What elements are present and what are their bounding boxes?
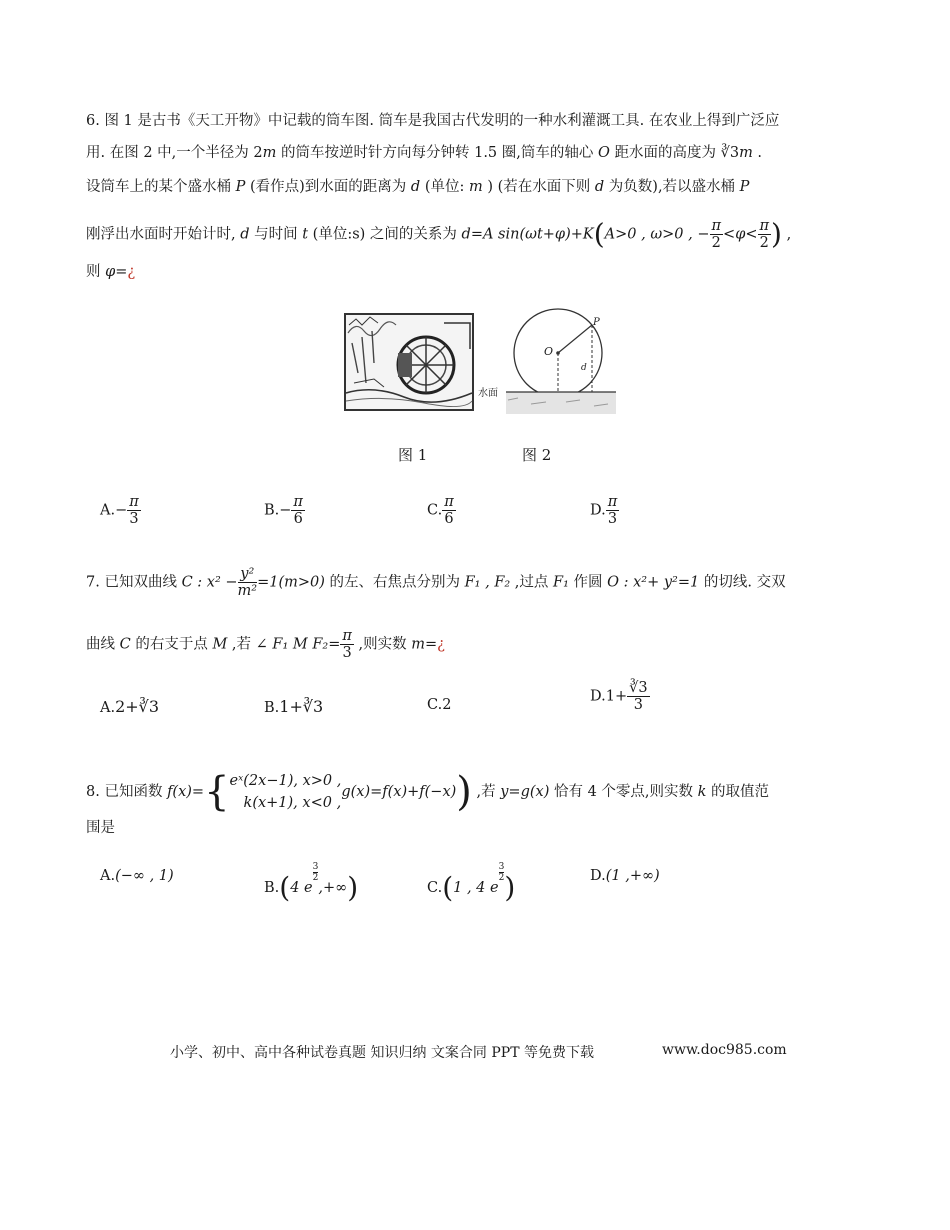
math: 1 , 4 e (453, 880, 499, 896)
fraction-y2-over-m2 (238, 566, 258, 599)
option-value: 1+ (605, 688, 628, 705)
right-paren: ) (456, 769, 472, 815)
q7-option-b[interactable] (264, 697, 323, 716)
math: =1(m>0) (257, 574, 325, 591)
text: 则 (86, 264, 106, 280)
text: 用. 在图 2 中,一个半径为 (86, 145, 254, 161)
text: 曲线 (86, 636, 120, 653)
fraction-cbrt3-over-3 (627, 680, 649, 713)
q8-line-2: 围是 (86, 820, 115, 836)
label-d: d (581, 363, 587, 373)
q7-option-c[interactable] (427, 697, 451, 713)
numerator: π (342, 628, 352, 644)
option-value: 2 (442, 697, 452, 713)
q6-line-4 (86, 218, 791, 251)
option-label: D. (590, 502, 606, 519)
denominator: m² (237, 583, 258, 599)
option-value: 2+∛3 (115, 697, 160, 716)
text: 作圆 (568, 574, 608, 591)
water-surface-label: 水面 (478, 388, 498, 399)
math: t (302, 226, 309, 243)
q7-line-2 (86, 628, 445, 661)
option-label: C. (427, 502, 443, 519)
option-label: A. (100, 868, 116, 884)
numerator: π (759, 218, 770, 234)
denominator: 2 (312, 873, 319, 883)
sign: − (279, 502, 292, 519)
math: P (739, 179, 750, 195)
option-label: C. (427, 880, 443, 896)
text: ,若 (471, 784, 501, 800)
math: M (212, 636, 228, 653)
q7-line-1 (86, 566, 786, 599)
numerator: y² (238, 566, 258, 583)
math: O (597, 145, 610, 161)
option-label: D. (590, 868, 606, 884)
q7-option-d[interactable] (590, 680, 650, 713)
case-1: eˣ(2x−1), x>0 , (229, 773, 342, 789)
text: 恰有 4 个零点,则实数 (549, 784, 698, 800)
denominator: 3 (633, 697, 643, 713)
q6-option-b[interactable] (264, 494, 305, 527)
text: 与时间 (249, 226, 303, 243)
text: 的切线. 交双 (699, 574, 786, 591)
math: P (235, 179, 246, 195)
math: y=g(x) (500, 784, 550, 800)
fraction (606, 494, 620, 527)
left-paren: ( (442, 871, 454, 904)
option-label: C. (427, 697, 443, 713)
math-formula: d=A sin(ωt+φ)+K (461, 226, 594, 243)
option-label: B. (264, 700, 280, 716)
label-P: P (593, 317, 600, 328)
figure-1-waterwheel-image (344, 313, 474, 411)
numerator: π (607, 494, 618, 510)
q6-line-1: 6. 图 1 是古书《天工开物》中记载的筒车图. 筒车是我国古代发明的一种水利灌溉工具. 在农业上得到广泛应 (86, 113, 780, 129)
denominator: 2 (759, 235, 769, 251)
numerator: π (711, 218, 722, 234)
text: 7. 已知双曲线 (86, 574, 182, 591)
right-paren: ) (347, 871, 359, 904)
left-paren: ( (593, 217, 605, 251)
fraction (442, 494, 456, 527)
math: m (262, 145, 277, 161)
q8-option-b[interactable] (264, 862, 359, 904)
text: 8. 已知函数 (86, 784, 168, 800)
text: , (781, 226, 792, 243)
denominator: 3 (607, 511, 618, 527)
math: F₁ (553, 574, 569, 591)
text: ,若 (227, 636, 256, 653)
text: (单位: (420, 179, 469, 195)
answer-placeholder: ¿ (127, 264, 136, 280)
option-value: (−∞ , 1) (115, 868, 174, 884)
q8-option-c[interactable] (427, 862, 516, 904)
denominator: 3 (342, 645, 352, 661)
math: φ= (105, 264, 128, 280)
figure-2-caption: 图 2 (522, 446, 552, 464)
text: 的筒车按逆时针方向每分钟转 1.5 圈,筒车的轴心 (276, 145, 598, 161)
option-label: B. (264, 880, 280, 896)
math: f(x)= (167, 784, 205, 800)
case-2: k(x+1), x<0 , (243, 795, 342, 811)
figure-2-circle-diagram (476, 308, 616, 416)
q7-option-a[interactable] (100, 697, 159, 716)
numerator: ∛3 (629, 680, 648, 696)
label-O: O (544, 345, 554, 358)
left-paren: ( (279, 871, 291, 904)
q6-option-d[interactable] (590, 494, 619, 527)
math: 2 (253, 145, 263, 161)
text: ,则实数 (353, 636, 412, 653)
q6-option-a[interactable] (100, 494, 141, 527)
option-label: A. (100, 700, 116, 716)
math: <φ< (723, 226, 758, 243)
right-paren: ) (504, 871, 516, 904)
fraction-pi-over-2 (710, 218, 724, 251)
text: 为负数),若以盛水桶 (604, 179, 740, 195)
text: 距水面的高度为 (609, 145, 721, 161)
math: d (410, 179, 421, 195)
q6-line-2 (86, 143, 762, 163)
right-paren: ) (771, 217, 782, 251)
math: m (468, 179, 483, 195)
numerator: π (444, 494, 454, 510)
denominator: 6 (293, 511, 303, 527)
option-value: (1 ,+∞) (605, 868, 660, 884)
q8-line-1 (86, 770, 769, 814)
math-cbrt: ∛3 (720, 145, 740, 161)
numerator: 3 (312, 862, 319, 872)
footer-ad-text: 小学、初中、高中各种试卷真题 知识归纳 文案合同 PPT 等免费下载 (170, 1045, 594, 1061)
fraction-pi-over-3 (340, 628, 354, 661)
option-label: B. (264, 502, 280, 519)
math: k (697, 784, 707, 800)
option-label: D. (590, 688, 606, 705)
math: g(x)=f(x)+f(−x) (341, 784, 457, 800)
text: 设筒车上的某个盛水桶 (86, 179, 236, 195)
numerator: π (129, 494, 139, 510)
math: F₁ , F₂ (464, 574, 511, 591)
numerator: π (293, 494, 303, 510)
option-value: 1+∛3 (279, 697, 324, 716)
math: ∠ F₁ M F₂= (255, 636, 341, 653)
text: 的取值范 (706, 784, 770, 800)
text: 的右支于点 (130, 636, 213, 653)
q6-line-3 (86, 177, 749, 197)
denominator: 6 (444, 511, 454, 527)
option-label: A. (100, 502, 116, 519)
q8-option-d[interactable] (590, 868, 660, 884)
answer-placeholder: ¿ (437, 636, 445, 653)
math: d (240, 226, 250, 243)
left-brace: { (204, 769, 230, 815)
text: . (752, 145, 763, 161)
math: ,+∞ (318, 880, 348, 896)
text: (看作点)到水面的距离为 (245, 179, 411, 195)
fraction (291, 494, 305, 527)
text: ,过点 (510, 574, 554, 591)
text: (单位:s) 之间的关系为 (308, 226, 462, 243)
q6-line-5 (86, 262, 135, 282)
q8-option-a[interactable] (100, 868, 174, 884)
text: 的左、右焦点分别为 (324, 574, 465, 591)
footer-website-link[interactable]: www.doc985.com (662, 1042, 787, 1058)
q6-option-c[interactable] (427, 494, 456, 527)
denominator: 2 (498, 873, 505, 883)
fraction (127, 494, 141, 527)
denominator: 2 (711, 235, 721, 251)
numerator: 3 (498, 862, 505, 872)
math: C (119, 636, 131, 653)
math: C : x² − (181, 574, 238, 591)
math: A>0 , ω>0 , − (604, 226, 710, 243)
math: d (594, 179, 605, 195)
math: m= (411, 636, 438, 653)
text: 刚浮出水面时开始计时, (86, 226, 241, 243)
math: 4 e (290, 880, 313, 896)
denominator: 3 (129, 511, 139, 527)
fraction-pi-over-2 (758, 218, 772, 251)
math: m (739, 145, 753, 161)
figure-1-caption: 图 1 (398, 446, 428, 464)
math: O : x²+ y²=1 (607, 574, 700, 591)
piecewise-cases (230, 770, 342, 814)
sign: − (115, 502, 128, 519)
text: ) (若在水面下则 (482, 179, 595, 195)
